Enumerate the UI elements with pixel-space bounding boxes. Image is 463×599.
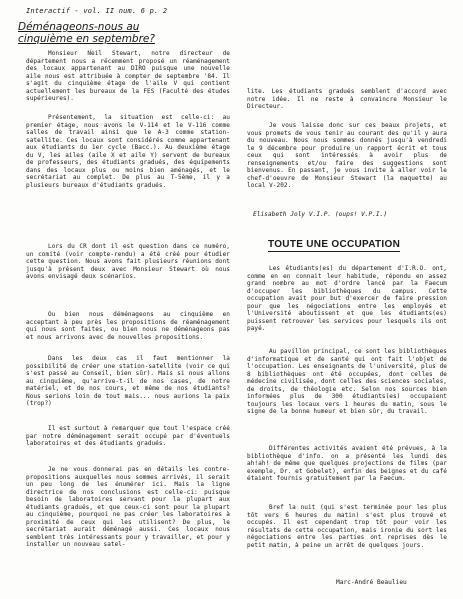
article1-paragraph: Ou bien nous déménageons au cinquième en acceptant à peu près les propositions de réaménagement qui nous sont faites, ou bien nous ne déménageons pas et nous arrivons avec de nouvelles propositions.	[26, 311, 230, 341]
article2-signature: Marc-André Beaulieu	[336, 579, 407, 586]
article2-paragraph: Différentes activités avaient été prévues, à la bibliothèque d'info. on a présenté les lundi des ah!ah! de même que quelques projections de films (par exemple, Dr. et Gobelet), enfin des beignes et du café étaient fournis gratuitement par la Faecum.	[247, 445, 447, 482]
article1-paragraph: Lors du CR dont il est question dans ce numéro, un comité (voir compte-rendu) a été créé pour étudier cette question. Nous avons fait plusieurs réunions dont jusqu'à présent deux avec Monsieur Stewart où nous avons envisagé deux scénarios.	[26, 243, 230, 280]
article1-paragraph: Présentement, la situation est celle-ci: au premier étage, nous avons le V-114 et le V-116 comme salles de travail ainsi que le A-3 comme station-satellite. Ces locaux sont considérés comme appartenant aux étudiants du 1er cycle (Bacc.). Au deuxième étage du V, les ailes (aile X et aile Y) servent de bureaux de professeurs, des étudiants gradués, des équipements dans des locaux plus ou moins bien aménagés, et le secrétariat au complet. De plus au T-5ème, il y a plusieurs bureaux d'étudiants gradués.	[26, 114, 230, 189]
article1-paragraph: Monsieur Neil Stewart, notre directeur de département nous a récemment proposé un réaménagement des locaux appartenant au DIRO puisque une nouvelle aile nous est attribuée à compter de septembre '84. Il s'agit du cinquième étage de l'aile V qui contient actuellement les bureaux de la FES (Faculté des études supérieures).	[26, 50, 230, 102]
article-title-occupation: TOUTE UNE OCCUPATION	[268, 239, 401, 250]
article2-paragraph: Les étudiants(es) du département d'I.R.O. ont, comme en en connait leur habitude, répondu en assez grand nombre au mot d'ordre lancé par la Faecum d'occuper les bibliothèques du campus. Cette occupation avait pour but d'exercer de faire pression pour que les négociations entre les employés et l'Université aboutissent et que les étudiants(es) puissent retrouver les services pour lesquels ils ont payé.	[247, 265, 447, 332]
article-title-demenagement: Déménageons-nous au cinquième en septembre?	[18, 21, 155, 45]
article1-paragraph: Il est surtout à remarquer que tout l'espace créé par notre déménagement serait occupé par d'éventuels laboratoires et des étudiants gradués.	[26, 425, 230, 447]
article1-continued-paragraph: lite. Les étudiants gradués semblent d'accord avec notre idée. Il ne reste à convaincre Monsieur le Directeur.	[247, 88, 447, 110]
article1-paragraph: Dans les deux cas il faut mentionner la possibilité de créer une station-satellite (voir ce qui s'est passé au Conseil, bien sûr). Mais si nous allons au cinquième, qu'arrive-t-il de nos cases, de notre matériel, et de nos cours, et même de nos étudiants? Nous serions loin de tout mais... nous aurions la paix (trop?)	[26, 355, 230, 407]
article2-paragraph: Bref la nuit (qui s'est terminée pour les plus tôt vers 6 heures du matin) s'est plus trouvé et occupés. Il est cependant trop tôt pour voir les résultats de cette occupation, mais ironie du sort les négociations entre les parties ont reprises dès le petit matin, à peine un arrêt de quelques jours.	[247, 504, 447, 549]
article1-signature: Elisabeth Joly V.I.P. (oups! V.P.I.)	[253, 211, 388, 218]
page-header: Interactif - vol. II num. 6 p. 2	[26, 7, 168, 15]
article1-paragraph: Je ne vous donnerai pas en détails les contre-propositions auxquelles nous sommes arrivés, il serait un peu long de les énumérer ici. Mais la ligne directrice de nos conclusions est celle-ci: puisque besoin de laboratoires servant pour la plupart aux étudiants gradués, et que ceux-ci sont pour la plupart au cinquième, pourquoi ne pas créer les laboratoires à proximité de ceux qui les utilisent? De plus, le secrétariat aurait déménagé aussi. Ces locaux nous semblent très intéressants pour y travailler, et pour y installer un nouveau satel-	[26, 466, 230, 548]
article2-paragraph: Au pavillon principal, ce sont les bibliothèques d'informatique et de santé qui ont fait l'objet de l'occupation. Les enseignants de l'université, plus de 8 bibliothèques ont été occupées, dont celles de médecine civilisée, dont celles des sciences sociales, de droits, de théologie etc. Selon nos sources bien informées plus de 300 étudiants(es) occupaient toujours les locaux vers 1 heures du matin, sous le signe de la bonne humeur et bien sûr, du travail.	[247, 348, 447, 415]
article1-continued-paragraph: Je vous laisse donc sur ces beaux projets, et vous promets de vous tenir au courant des qu'il y aura du nouveau. Nous nous sommes donnés jusqu'à vendredi le 9 décembre pour produire un rapport écrit et tous ceux qui sont intéressés à avoir plus de renseignements et/ou faire des suggestions sont bienvenus. En passant, je vous invite à aller voir le chef-d'oeuvre de Monsieur Stewart (la maquette) au local V-202.	[247, 122, 447, 189]
